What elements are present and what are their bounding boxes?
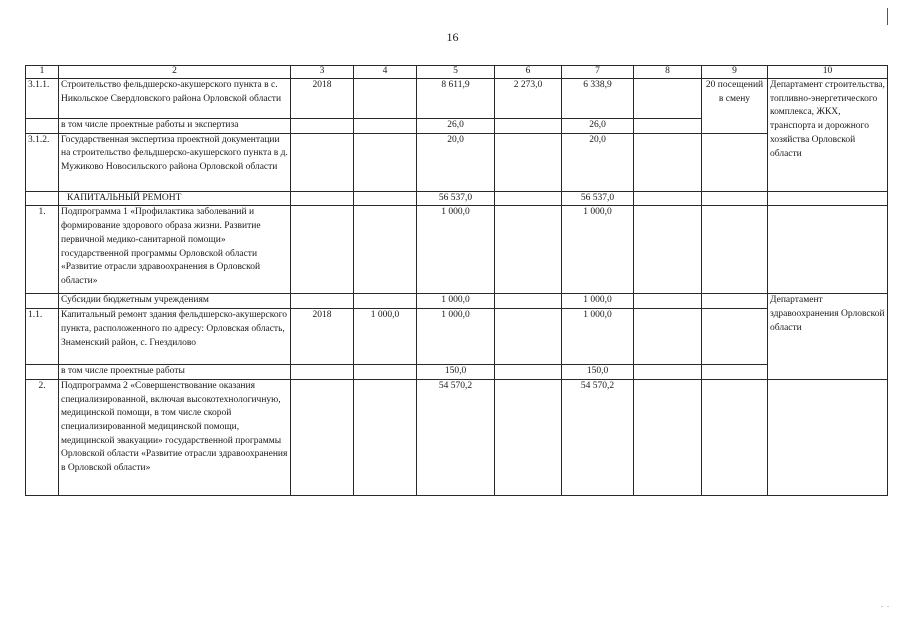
value-cell: [354, 379, 417, 495]
value-cell: 1 000,0: [562, 294, 634, 309]
table-row: [26, 133, 888, 191]
value-cell: [495, 309, 562, 365]
header-cell: 5: [417, 66, 495, 79]
header-cell: 6: [495, 66, 562, 79]
item-name: в том числе проектные работы: [59, 365, 291, 380]
header-cell: 7: [562, 66, 634, 79]
value-cell: [354, 191, 417, 206]
value-cell: [354, 119, 417, 134]
row-number: 3.1.2.: [26, 133, 59, 191]
capacity-cell: [702, 191, 768, 206]
table-row: [26, 191, 888, 206]
value-cell: [634, 379, 702, 495]
header-cell: 9: [702, 66, 768, 79]
item-name: Подпрограмма 2 «Совершенствование оказания специализированной, включая высокотехнологичную, медицинской помощи, в том числе скорой специализированной медицинской помощи, медицинской эвакуации» государственной программы Орловской области «Развитие отрасли здравоохранения в Орловской области»: [59, 379, 291, 495]
item-name: Капитальный ремонт здания фельдшерско-акушерского пункта, расположенного по адресу: Орловская область, Знаменский район, с. Гнездилово: [59, 309, 291, 365]
total-cell: 8 611,9: [417, 79, 495, 119]
row-number: 3.1.1.: [26, 79, 59, 119]
department-cell: [768, 206, 888, 294]
value-cell: 56 537,0: [562, 191, 634, 206]
department-cell: [768, 379, 888, 495]
value-cell: [495, 119, 562, 134]
department-cell: Департамент строительства, топливно-энергетического комплекса, ЖКХ, транспорта и дорожного хозяйства Орловской области: [768, 79, 888, 192]
value-cell: [354, 294, 417, 309]
value-cell: 20,0: [562, 133, 634, 191]
value-cell: 150,0: [562, 365, 634, 380]
year-cell: 2018: [291, 309, 354, 365]
header-cell: 4: [354, 66, 417, 79]
value-cell: [354, 133, 417, 191]
department-cell: [768, 191, 888, 206]
header-cell: 3: [291, 66, 354, 79]
value-cell: [495, 379, 562, 495]
value-cell: [495, 191, 562, 206]
table-row: [26, 365, 888, 380]
section-title: КАПИТАЛЬНЫЙ РЕМОНТ: [59, 191, 291, 206]
total-cell: 56 537,0: [417, 191, 495, 206]
year-cell: [291, 365, 354, 380]
value-cell: [634, 309, 702, 365]
row-number: [26, 119, 59, 134]
value-cell: 1 000,0: [562, 309, 634, 365]
value-cell: [634, 294, 702, 309]
value-cell: [495, 365, 562, 380]
year-cell: [291, 206, 354, 294]
value-cell: 54 570,2: [562, 379, 634, 495]
capacity-cell: [702, 206, 768, 294]
item-name: Субсидии бюджетным учреждениям: [59, 294, 291, 309]
value-cell: [634, 119, 702, 134]
header-cell: 10: [768, 66, 888, 79]
scan-dots: . .: [881, 600, 890, 609]
value-cell: 26,0: [562, 119, 634, 134]
budget-table: [25, 65, 888, 496]
capacity-cell: [702, 309, 768, 365]
value-cell: 1 000,0: [562, 206, 634, 294]
table-row: [26, 206, 888, 294]
total-cell: 1 000,0: [417, 294, 495, 309]
value-cell: 1 000,0: [354, 309, 417, 365]
value-cell: [634, 79, 702, 119]
value-cell: [634, 365, 702, 380]
total-cell: 1 000,0: [417, 309, 495, 365]
value-cell: [634, 133, 702, 191]
capacity-cell: 20 посещений в смену: [702, 79, 768, 134]
item-name: Подпрограмма 1 «Профилактика заболеваний и формирование здорового образа жизни. Развитие первичной медико-санитарной помощи» государственной программы Орловской области «Развитие отрасли здравоохранения в Орловской области»: [59, 206, 291, 294]
value-cell: [354, 206, 417, 294]
value-cell: [354, 79, 417, 119]
year-cell: [291, 379, 354, 495]
header-cell: 2: [59, 66, 291, 79]
table-row: [26, 294, 888, 309]
value-cell: 6 338,9: [562, 79, 634, 119]
item-name: Строительство фельдшерско-акушерского пункта в с. Никольское Свердловского района Орловской области: [59, 79, 291, 119]
row-number: [26, 191, 59, 206]
total-cell: 150,0: [417, 365, 495, 380]
department-cell: Департамент здравоохранения Орловской области: [768, 294, 888, 379]
year-cell: [291, 133, 354, 191]
row-number: [26, 365, 59, 380]
total-cell: 20,0: [417, 133, 495, 191]
table-row: [26, 79, 888, 119]
row-number: 1.: [26, 206, 59, 294]
value-cell: [495, 133, 562, 191]
table-row: [26, 309, 888, 365]
value-cell: 2 273,0: [495, 79, 562, 119]
value-cell: [495, 294, 562, 309]
row-number: [26, 294, 59, 309]
value-cell: [495, 206, 562, 294]
value-cell: [634, 206, 702, 294]
year-cell: [291, 191, 354, 206]
capacity-cell: [702, 294, 768, 309]
year-cell: [291, 119, 354, 134]
item-name: в том числе проектные работы и экспертиза: [59, 119, 291, 134]
capacity-cell: [702, 365, 768, 380]
value-cell: [354, 365, 417, 380]
header-cell: 1: [26, 66, 59, 79]
header-row: [26, 66, 888, 79]
value-cell: [634, 191, 702, 206]
header-cell: 8: [634, 66, 702, 79]
page-number: 16: [446, 30, 459, 44]
year-cell: [291, 294, 354, 309]
year-cell: 2018: [291, 79, 354, 119]
total-cell: 26,0: [417, 119, 495, 134]
total-cell: 54 570,2: [417, 379, 495, 495]
page-edge-mark: [887, 8, 888, 25]
capacity-cell: [702, 133, 768, 191]
item-name: Государственная экспертиза проектной документации на строительство фельдшерско-акушерского пункта в д. Мужиково Новосильского района Орловской области: [59, 133, 291, 191]
table-row: [26, 379, 888, 495]
total-cell: 1 000,0: [417, 206, 495, 294]
row-number: 1.1.: [26, 309, 59, 365]
capacity-cell: [702, 379, 768, 495]
row-number: 2.: [26, 379, 59, 495]
